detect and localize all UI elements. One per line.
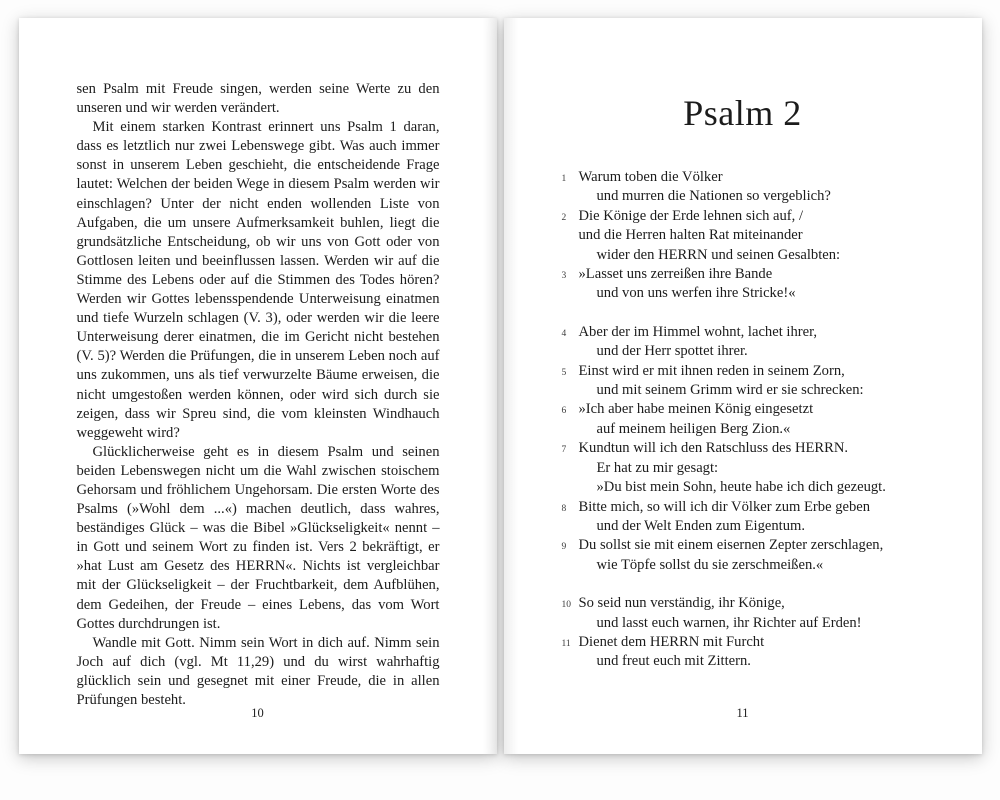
- verse-text: und der Welt Enden zum Eigentum.: [596, 517, 805, 534]
- verse-text: Kundtun will ich den Ratschluss des HERRN.: [578, 440, 849, 457]
- verse-line: [562, 342, 946, 361]
- verse-line: [562, 556, 946, 575]
- verse-line: [562, 246, 946, 265]
- verse-first-line: [562, 323, 946, 342]
- verse-number: 6: [561, 406, 567, 417]
- verse-text: Bitte mich, so will ich dir Völker zum Erbe geben: [578, 498, 871, 515]
- verse-first-line: [562, 400, 946, 419]
- verse-text: und freut euch mit Zittern.: [596, 653, 751, 670]
- paragraph: sen Psalm mit Freude singen, werden seine Werte zu den unseren und wir werden verändert.: [76, 81, 440, 117]
- verse-number: 10: [561, 600, 571, 611]
- verse-line: [562, 459, 946, 478]
- verse-text: auf meinem heiligen Berg Zion.«: [596, 420, 791, 437]
- verse-text: und der Herr spottet ihrer.: [596, 343, 748, 360]
- verse-text: und mit seinem Grimm wird er sie schrecken:: [596, 382, 864, 399]
- right-page: [504, 18, 982, 754]
- paragraph: Glücklicherweise geht es in diesem Psalm und seinen beiden Lebenswegen nicht um die Wahl zwischen stoischem Gehorsam und fröhlichem Ungehorsam. Die ersten Worte des Psalms (»Wohl dem ...«) machen deutlich, dass wahres, beständiges Glück – was die Bibel »Glückseligkeit« nennt – in Gott und seinem Wort zu finden ist. Vers 2 bekräftigt, er »hat Lust am Gesetz des HERRN«. Nichts ist vergleichbar mit der Glückseligkeit – der Fruchtbarkeit, dem Aufblühen, dem Gedeihen, der Freude – eines Lebens, das vom Wort Gottes durchdrungen ist.: [76, 443, 440, 632]
- verse-first-line: [562, 439, 946, 458]
- verse-text: Du sollst sie mit einem eisernen Zepter zerschlagen,: [578, 537, 884, 554]
- right-page-number: 11: [736, 706, 749, 720]
- verse-number: 4: [561, 328, 567, 339]
- verse-number: 5: [561, 367, 567, 378]
- verse-first-line: [562, 536, 946, 555]
- verse-text: wider den HERRN und seinen Gesalbten:: [596, 246, 841, 263]
- verse-text: »Ich aber habe meinen König eingesetzt: [578, 401, 814, 418]
- verse-first-line: [562, 168, 946, 187]
- verse-line: [562, 226, 946, 245]
- verse-number: 9: [561, 542, 567, 553]
- verse-text: und murren die Nationen so vergeblich?: [596, 188, 831, 205]
- verse-text: Warum toben die Völker: [578, 169, 723, 185]
- verse-first-line: [562, 633, 946, 652]
- verse-line: [562, 614, 946, 633]
- verse-text: und von uns werfen ihre Stricke!«: [596, 285, 796, 302]
- verse-first-line: [562, 362, 946, 381]
- verse-text: Aber der im Himmel wohnt, lachet ihrer,: [578, 323, 818, 340]
- verse-number: 2: [561, 212, 567, 223]
- verse-text: wie Töpfe sollst du sie zerschmeißen.«: [596, 556, 824, 573]
- verse-first-line: [562, 265, 946, 284]
- verse-first-line: [562, 594, 946, 613]
- verse-text: »Lasset uns zerreißen ihre Bande: [578, 266, 773, 283]
- verse-text: und lasst euch warnen, ihr Richter auf Erden!: [596, 614, 862, 631]
- paragraph: Mit einem starken Kontrast erinnert uns Psalm 1 daran, dass es letztlich nur zwei Lebenswege gibt. Was auch immer sonst in unserem Leben geschieht, die entscheidende Frage lautet: Welchen der beiden Wege in diesem Psalm werden wir einschlagen? Unter der nicht enden wollenden Liste von Aufgaben, die um unsere Aufmerksamkeit buhlen, liegt die grundsätzliche Entscheidung, ob wir uns von Gott oder von Gottlosen leiten und beeinflussen lassen. Werden wir auf die Stimme des Lebens oder auf die Stimmen des Todes hören? Werden wir Gottes lebensspendende Unterweisung einatmen und tiefe Wurzeln schlagen (V. 3), oder werden wir die leere Unterweisung derer einatmen, die im Gericht nicht bestehen (V. 5)? Werden die Prüfungen, die in unserem Leben noch auf uns zukommen, uns als tief verwurzelte Bäume erweisen, die nicht umgestoßen werden können, oder wird sich durch sie zeigen, dass wir Spreu sind, die vom kleinsten Windhauch weggeweht wird?: [76, 119, 440, 441]
- verse-number: 11: [561, 638, 571, 649]
- verse-number: 1: [561, 174, 567, 184]
- verse-number: 7: [561, 445, 567, 456]
- verse-text: Die Könige der Erde lehnen sich auf, /: [578, 207, 804, 224]
- verse-text: Er hat zu mir gesagt:: [596, 459, 719, 476]
- paragraph: Wandle mit Gott. Nimm sein Wort in dich auf. Nimm sein Joch auf dich (vgl. Mt 11,29) und du wirst wahrhaftig glücklich sein und gesegnet mit einer Freude, die in allen Prüfungen besteht.: [76, 634, 440, 708]
- verse-text: Dienet dem HERRN mit Furcht: [578, 633, 765, 650]
- verse-line: [562, 517, 946, 536]
- left-page: [19, 18, 497, 754]
- verse-number: 3: [561, 271, 567, 282]
- verse-first-line: [562, 207, 946, 226]
- left-page-number: 10: [251, 706, 264, 720]
- verse-line: [562, 420, 946, 439]
- verse-first-line: [562, 498, 946, 517]
- verse-line: [562, 478, 946, 497]
- verse-text: So seid nun verständig, ihr Könige,: [578, 595, 785, 612]
- verse-text: Einst wird er mit ihnen reden in seinem Zorn,: [578, 362, 845, 379]
- verse-line: [562, 284, 946, 303]
- verse-text: »Du bist mein Sohn, heute habe ich dich gezeugt.: [596, 479, 886, 496]
- verse-text: und die Herren halten Rat miteinander: [578, 227, 803, 244]
- verse-line: [562, 381, 946, 400]
- verse-number: 8: [561, 503, 567, 514]
- verse-line: [562, 652, 946, 671]
- page-title: Psalm 2: [683, 93, 802, 133]
- left-page-text: [19, 18, 497, 710]
- verse-list: [504, 168, 982, 672]
- verse-line: [562, 187, 946, 206]
